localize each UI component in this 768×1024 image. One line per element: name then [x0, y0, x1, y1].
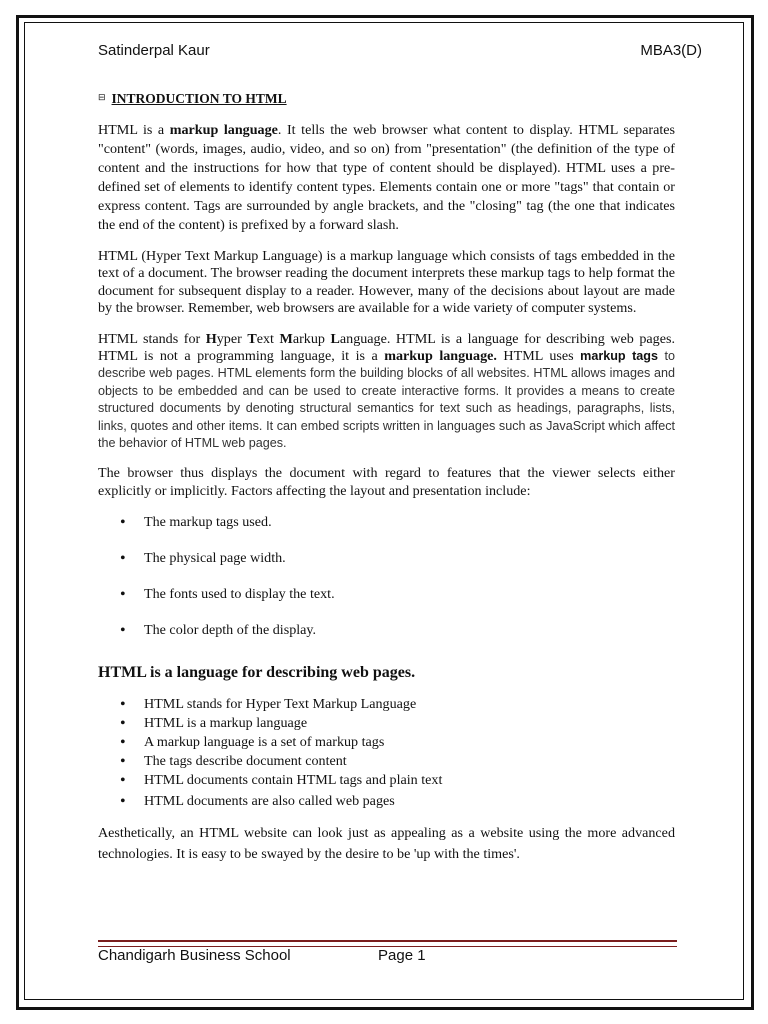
list-item: • HTML stands for Hyper Text Markup Language: [98, 695, 675, 714]
paragraph-2: HTML (Hyper Text Markup Language) is a markup language which consists of tags embedded in the text of a document. The browser reading the document interprets these markup tags to help format the document for subsequent display to a reader. However, many of the decisions about layout are made by the browser. Remember, web browsers are available for a wide variety of computer systems.: [98, 248, 675, 317]
list-item: • HTML documents are also called web pages: [98, 792, 675, 811]
list-item: • A markup language is a set of markup tags: [98, 733, 675, 752]
paragraph-5: Aesthetically, an HTML website can look just as appealing as a website using the more advanced technologies. It is easy to be swayed by the desire to be 'up with the times'.: [98, 825, 675, 863]
document-body: [98, 88, 675, 865]
collapse-box-icon: ⊟: [98, 92, 106, 102]
page-header: [98, 42, 702, 59]
list-item: • HTML documents contain HTML tags and plain text: [98, 771, 675, 790]
markup-tags-bold: markup tags: [580, 349, 658, 364]
list-item: • The fonts used to display the text.: [98, 585, 675, 621]
page-number: Page 1: [378, 947, 426, 964]
factors-list: [98, 513, 675, 657]
list-item: • The tags describe document content: [98, 752, 675, 771]
list-item: • The physical page width.: [98, 549, 675, 585]
header-class: MBA3(D): [640, 42, 702, 59]
footer-rule: [98, 940, 677, 947]
list-item: • HTML is a markup language: [98, 714, 675, 733]
markup-language-bold: markup language: [169, 122, 278, 138]
paragraph-3: HTML stands for Hyper Text Markup Language. HTML is a language for describing web pages. HTML is not a programming language, it is a markup language. HTML uses markup tags to describe web pages. HTML elements form the building blocks of all websites. HTML allows images and objects to be embedded and can be used to create interactive forms. It provides a means to create structured documents by denoting structural semantics for text such as headings, paragraphs, lists, links, quotes and other items. It can embed scripts written in languages such as JavaScript which affect the behavior of HTML web pages.: [98, 330, 675, 451]
paragraph-1: HTML is a markup language. It tells the web browser what content to display. HTML separates "content" (words, images, audio, video, and so on) from "presentation" (the definition of the type of content and the instructions for how that type of content should be displayed). HTML uses a pre-defined set of elements to identify content types. Elements contain one or more "tags" that contain or express content. Tags are surrounded by angle brackets, and the "closing" tag (the one that indicates the end of the content) is prefixed by a forward slash.: [98, 122, 675, 233]
page-footer: [98, 947, 426, 964]
paragraph-4: The browser thus displays the document with regard to features that the viewer selects either explicitly or implicitly. Factors affecting the layout and presentation include:: [98, 465, 675, 499]
header-author: Satinderpal Kaur: [98, 42, 210, 59]
facts-list: [98, 695, 675, 811]
footer-school: Chandigarh Business School: [98, 947, 291, 964]
section-title: [98, 88, 675, 108]
list-item: • The markup tags used.: [98, 513, 675, 549]
list-item: • The color depth of the display.: [98, 621, 675, 657]
markup-language-bold-2: markup language.: [384, 348, 497, 365]
subheading: HTML is a language for describing web pages.: [98, 664, 416, 682]
section-title-text: INTRODUCTION TO HTML: [111, 91, 287, 106]
